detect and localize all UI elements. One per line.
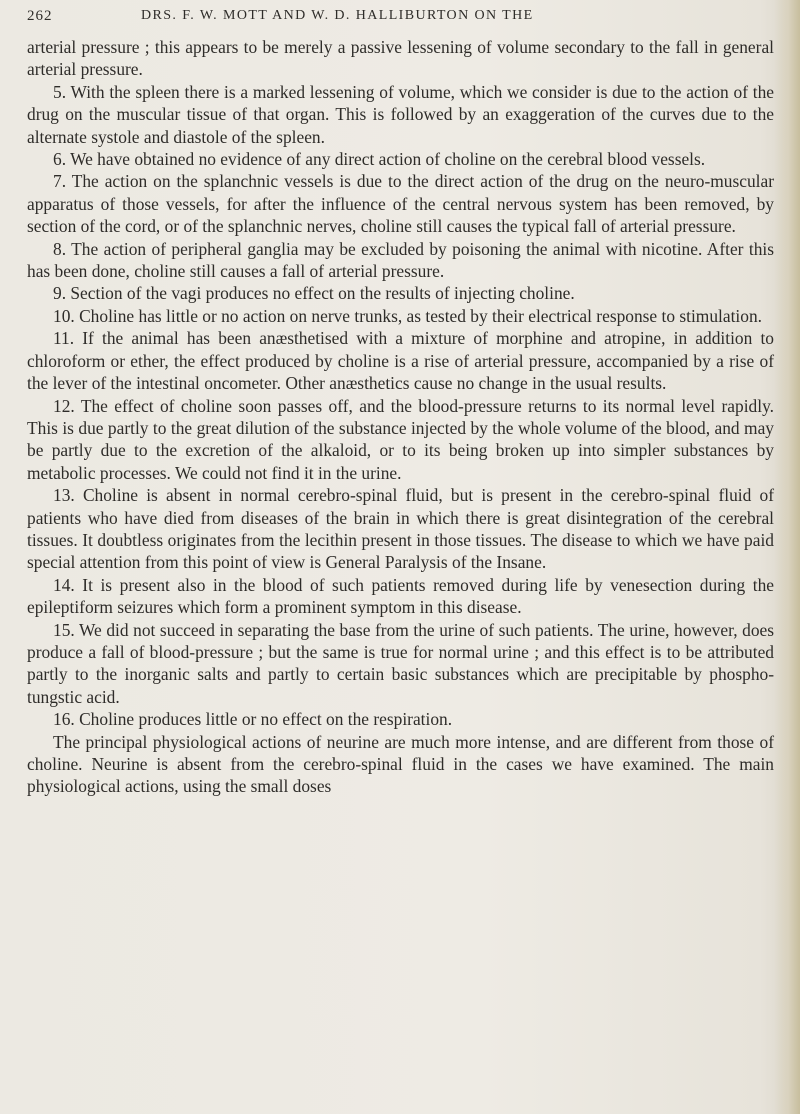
paragraph-item-15: 15. We did not succeed in separating the base from the urine of such patients. The urine, however, does produce a fall of blood-pressure ; but the same is true for normal urine ; and this effect is to be attributed partly to the inorganic salts and partly to certain basic substances which are precipitable by phospho-tungstic acid. xyxy=(27,619,774,707)
page-edge-shadow xyxy=(774,0,800,1114)
paragraph-item-12: 12. The effect of choline soon passes off, and the blood-pressure returns to its normal level rapidly. This is due partly to the great dilution of the substance injected by the whole volume of the blood, and may be partly due to the excretion of the alkaloid, or to its being broken up into simpler substances by metabolic processes. We could not find it in the urine. xyxy=(27,395,774,483)
paragraph-item-6: 6. We have obtained no evidence of any direct action of choline on the cerebral blood vessels. xyxy=(53,149,706,170)
paragraph-item-5: 5. With the spleen there is a marked lessening of volume, which we consider is due to the action of the drug on the muscular tissue of that organ. This is followed by an exaggeration of the curves due to the alternate systole and diastole of the spleen. xyxy=(27,81,774,147)
running-head: DRS. F. W. MOTT AND W. D. HALLIBURTON ON THE xyxy=(141,8,534,23)
paragraph-item-10: 10. Choline has little or no action on nerve trunks, as tested by their electrical response to stimulation. xyxy=(53,305,762,326)
paragraph-neurine: The principal physiological actions of neurine are much more intense, and are different from those of choline. Neurine is absent from the cerebro-spinal fluid in the cases we have examined. The main physiological actions, using the small doses xyxy=(27,731,774,797)
paragraph-item-8: 8. The action of peripheral ganglia may be excluded by poisoning the animal with nicotine. After this has been done, choline still causes a fall of arterial pressure. xyxy=(27,238,774,282)
paragraph-continuation: arterial pressure ; this appears to be merely a passive lessening of volume secondary to the fall in general arterial pressure. xyxy=(27,37,774,80)
page-number: 262 xyxy=(27,8,53,24)
paragraph-item-11: 11. If the animal has been anæsthetised with a mixture of morphine and atropine, in addition to chloroform or ether, the effect produced by choline is a rise of arterial pressure, accompanied by a rise of the lever of the intestinal oncometer. Other anæsthetics cause no change in the usual results. xyxy=(27,328,774,394)
body-text xyxy=(27,36,774,798)
paragraph-item-9: 9. Section of the vagi produces no effect on the results of injecting choline. xyxy=(53,283,575,304)
paragraph-item-7: 7. The action on the splanchnic vessels is due to the direct action of the drug on the neuro-muscular apparatus of those vessels, for after the influence of the central nervous system has been removed, by section of the cord, or of the splanchnic nerves, choline still causes the typical fall of arterial pressure. xyxy=(27,171,774,237)
paragraph-item-14: 14. It is present also in the blood of such patients removed during life by venesection during the epileptiform seizures which form a prominent symptom in this disease. xyxy=(27,574,774,618)
page-header xyxy=(27,8,774,38)
paragraph-item-13: 13. Choline is absent in normal cerebro-spinal fluid, but is present in the cerebro-spinal fluid of patients who have died from diseases of the brain in which there is great disintegration of the cerebral tissues. It doubtless originates from the lecithin present in those tissues. The disease to which we have paid special attention from this point of view is General Paralysis of the Insane. xyxy=(27,485,774,573)
paragraph-item-16: 16. Choline produces little or no effect on the respiration. xyxy=(53,709,453,730)
